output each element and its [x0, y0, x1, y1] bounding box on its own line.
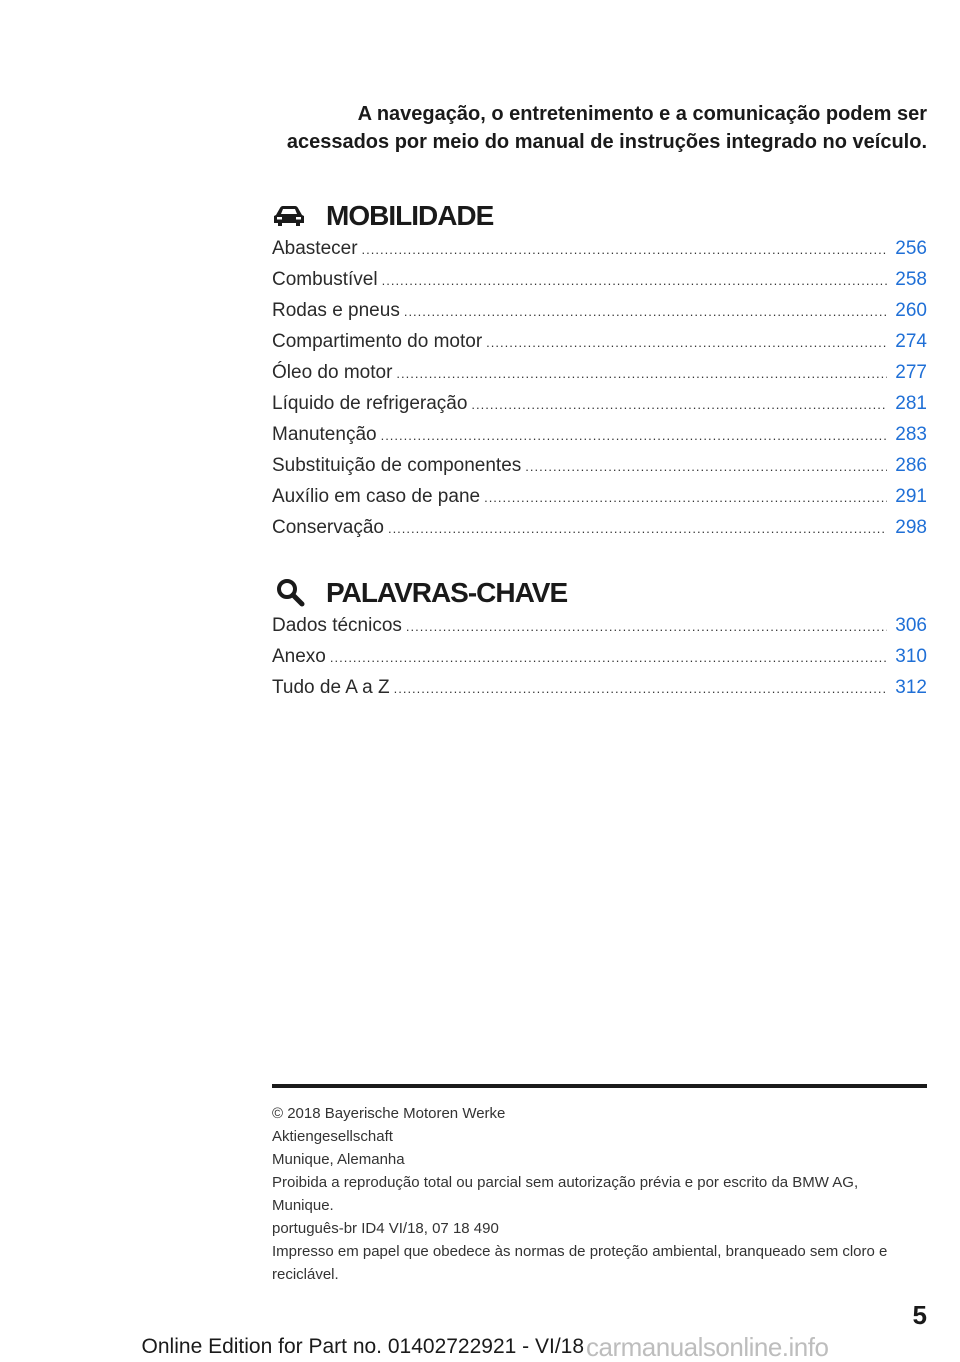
- toc-item-substituicao-de-componentes[interactable]: [272, 455, 927, 486]
- toc-leader: [406, 619, 887, 634]
- toc-label: Líquido de refrigeração: [272, 393, 468, 414]
- section-title: MOBILIDADE: [326, 200, 494, 231]
- toc-page-link[interactable]: 286: [895, 455, 927, 476]
- toc-page-link[interactable]: 310: [895, 646, 927, 667]
- toc-label: Anexo: [272, 646, 326, 667]
- toc-leader: [525, 459, 887, 474]
- toc-list: [272, 238, 927, 548]
- toc-item-combustivel[interactable]: [272, 269, 927, 300]
- toc-leader: [382, 273, 888, 288]
- search-icon: [272, 578, 308, 608]
- toc-item-conservacao[interactable]: [272, 517, 927, 548]
- toc-label: Dados técnicos: [272, 615, 402, 636]
- imprint-line: © 2018 Bayerische Motoren Werke: [272, 1105, 506, 1122]
- toc-item-anexo[interactable]: [272, 646, 927, 677]
- toc-label: Manutenção: [272, 424, 377, 445]
- imprint-line: reciclável.: [272, 1266, 339, 1283]
- section-title: PALAVRAS-CHAVE: [326, 577, 568, 608]
- toc-leader: [394, 681, 888, 696]
- toc-leader: [330, 650, 887, 665]
- toc-page-link[interactable]: 274: [895, 331, 927, 352]
- toc-page-link[interactable]: 260: [895, 300, 927, 321]
- toc-page-link[interactable]: 281: [895, 393, 927, 414]
- imprint-line: português-br ID4 VI/18, 07 18 490: [272, 1220, 499, 1237]
- toc-item-auxilio-em-caso-de-pane[interactable]: [272, 486, 927, 517]
- toc-label: Substituição de componentes: [272, 455, 522, 476]
- toc-page-link[interactable]: 306: [895, 615, 927, 636]
- watermark-bar: [0, 1332, 960, 1362]
- toc-page-link[interactable]: 298: [895, 517, 927, 538]
- toc-page-link[interactable]: 291: [895, 486, 927, 507]
- imprint-line: Munique.: [272, 1197, 334, 1214]
- imprint: [272, 1102, 927, 1286]
- toc-label: Rodas e pneus: [272, 300, 400, 321]
- toc-label: Tudo de A a Z: [272, 677, 390, 698]
- imprint-line: Proibida a reprodução total ou parcial sem autorização prévia e por escrito da BMW AG,: [272, 1174, 859, 1191]
- toc-item-compartimento-do-motor[interactable]: [272, 331, 927, 362]
- section-mobilidade: [272, 196, 927, 548]
- toc-leader: [362, 242, 888, 257]
- toc-page-link[interactable]: 312: [895, 677, 927, 698]
- toc-page-link[interactable]: 277: [895, 362, 927, 383]
- toc-item-abastecer[interactable]: [272, 238, 927, 269]
- online-edition-text: Online Edition for Part no. 01402722921 - VI/18: [141, 1335, 585, 1358]
- toc-label: Combustível: [272, 269, 378, 290]
- toc-page-link[interactable]: 283: [895, 424, 927, 445]
- toc-leader: [486, 335, 887, 350]
- imprint-line: Aktiengesellschaft: [272, 1128, 393, 1145]
- toc-page-link[interactable]: 256: [895, 238, 927, 259]
- toc-label: Óleo do motor: [272, 362, 393, 383]
- section-header: [272, 573, 927, 613]
- footer-divider: [272, 1084, 927, 1088]
- toc-label: Auxílio em caso de pane: [272, 486, 481, 507]
- toc-label: Abastecer: [272, 238, 358, 259]
- imprint-line: Munique, Alemanha: [272, 1151, 405, 1168]
- toc-item-dados-tecnicos[interactable]: [272, 615, 927, 646]
- watermark-site: carmanualsonline.info: [586, 1332, 829, 1362]
- imprint-line: Impresso em papel que obedece às normas de proteção ambiental, branqueado sem cloro e: [272, 1243, 888, 1260]
- toc-item-rodas-e-pneus[interactable]: [272, 300, 927, 331]
- intro-note: [227, 100, 927, 156]
- toc-leader: [471, 397, 887, 412]
- page-number: 5: [912, 1300, 927, 1330]
- toc-page-link[interactable]: 258: [895, 269, 927, 290]
- intro-line-1: A navegação, o entretenimento e a comunicação podem ser: [357, 103, 927, 125]
- toc-label: Conservação: [272, 517, 384, 538]
- section-palavras-chave: [272, 573, 927, 708]
- toc-item-liquido-de-refrigeracao[interactable]: [272, 393, 927, 424]
- toc-leader: [484, 490, 887, 505]
- toc-item-manutencao[interactable]: [272, 424, 927, 455]
- toc-leader: [396, 366, 887, 381]
- section-header: [272, 196, 927, 236]
- toc-item-oleo-do-motor[interactable]: [272, 362, 927, 393]
- toc-item-tudo-de-a-a-z[interactable]: [272, 677, 927, 708]
- toc-list: [272, 615, 927, 708]
- intro-line-2: acessados por meio do manual de instruções integrado no veículo.: [286, 131, 927, 153]
- toc-leader: [404, 304, 887, 319]
- toc-label: Compartimento do motor: [272, 331, 483, 352]
- toc-leader: [388, 521, 887, 536]
- car-icon: [272, 201, 308, 231]
- toc-leader: [381, 428, 888, 443]
